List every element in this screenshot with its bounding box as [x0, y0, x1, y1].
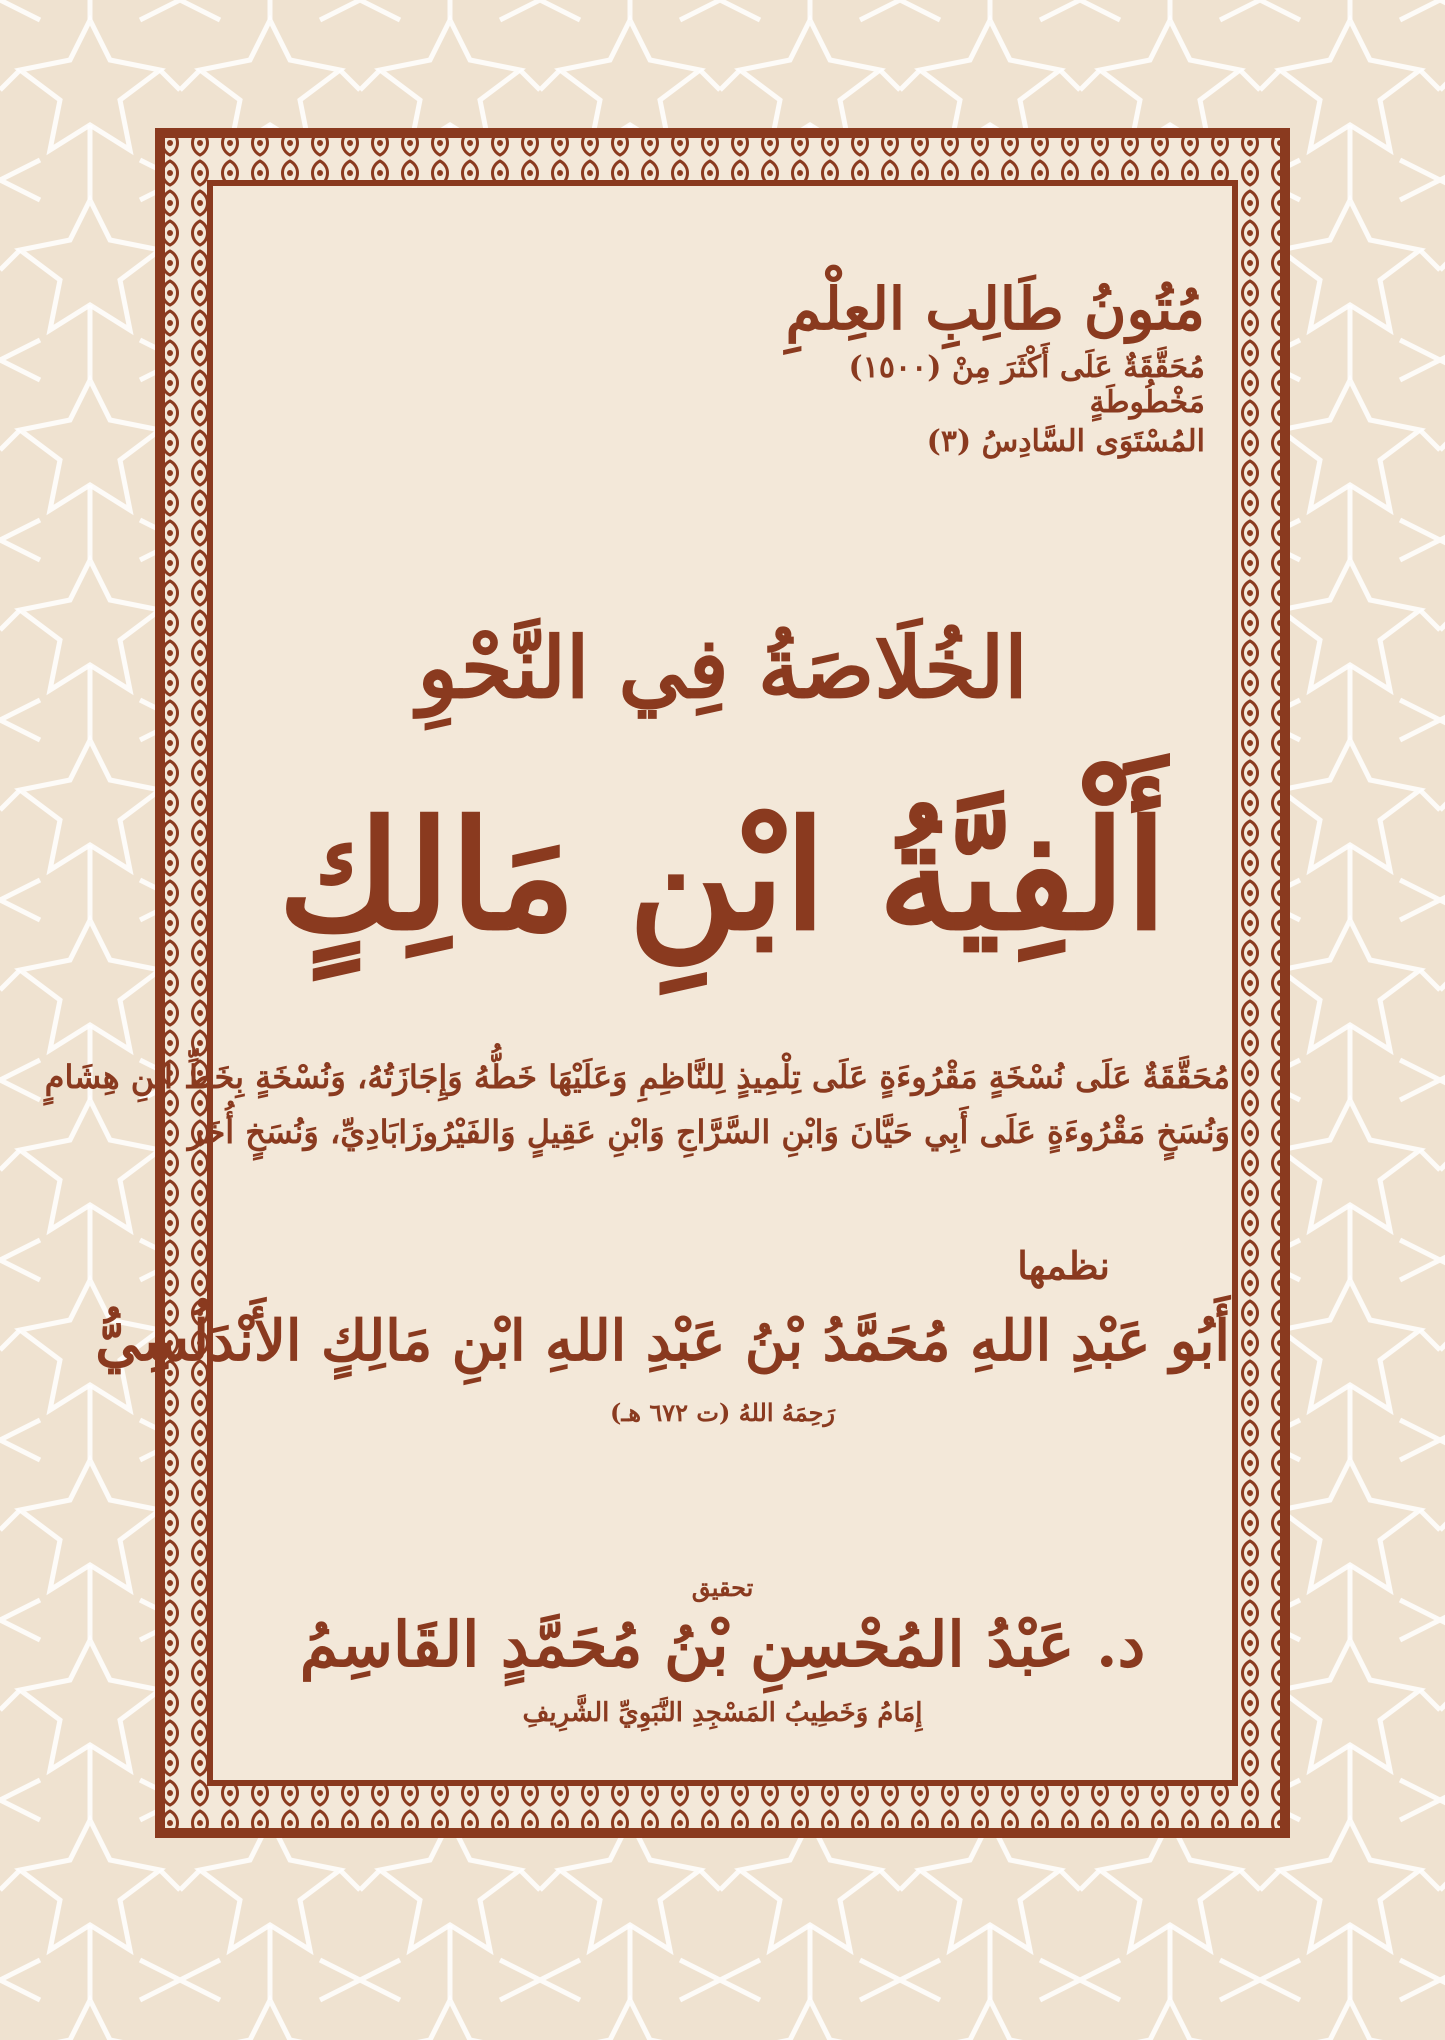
description-line-1: مُحَقَّقَةٌ عَلَى نُسْخَةٍ مَقْرُوءَةٍ عَلَى تِلْمِيذٍ لِلنَّاظِمِ وَعَلَيْهَا خَطُّهُ وَإِجَازَتُهُ، وَنُسْخَةٍ بِخَطِّ ابْنِ هِشَامٍ: [44, 1058, 1230, 1096]
series-subtitle: مُحَقَّقَةٌ عَلَى أَكْثَرَ مِنْ (١٥٠٠) مَخْطُوطَةٍ: [848, 349, 1205, 420]
editor-label: تحقيق: [691, 1573, 754, 1602]
description-line-2: وَنُسَخٍ مَقْرُوءَةٍ عَلَى أَبِي حَيَّانَ وَابْنِ السَّرَّاجِ وَابْنِ عَقِيلٍ وَالفَيْرُوزَابَادِيِّ، وَنُسَخٍ أُخَر: [187, 1113, 1230, 1151]
book-title-small: الخُلَاصَةُ فِي النَّحْوِ: [417, 618, 1028, 717]
author-name: أَبُو عَبْدِ اللهِ مُحَمَّدُ بْنُ عَبْدِ اللهِ ابْنِ مَالِكٍ الأَنْدَلُسِيُّ: [95, 1308, 1230, 1374]
editor-name: د. عَبْدُ المُحْسِنِ بْنُ مُحَمَّدٍ القَاسِمُ: [299, 1608, 1146, 1681]
author-death: رَحِمَهُ اللهُ (ت ٦٧٢ هـ): [609, 1398, 836, 1427]
editor-role: إِمَامُ وَخَطِيبُ المَسْجِدِ النَّبَوِيِّ الشَّرِيفِ: [522, 1698, 923, 1728]
ornamental-frame: [44, 128, 1290, 1838]
series-block: [785, 275, 1205, 459]
author-label: نظمها: [1017, 1243, 1110, 1288]
book-title-main: أَلْفِيَّةُ ابْنِ مَالِكٍ: [277, 788, 1168, 964]
title-panel: [44, 188, 1230, 1778]
series-level: المُسْتَوَى السَّادِسُ (٣): [926, 423, 1205, 459]
series-title: مُتُونُ طَالِبِ العِلْمِ: [785, 275, 1205, 343]
